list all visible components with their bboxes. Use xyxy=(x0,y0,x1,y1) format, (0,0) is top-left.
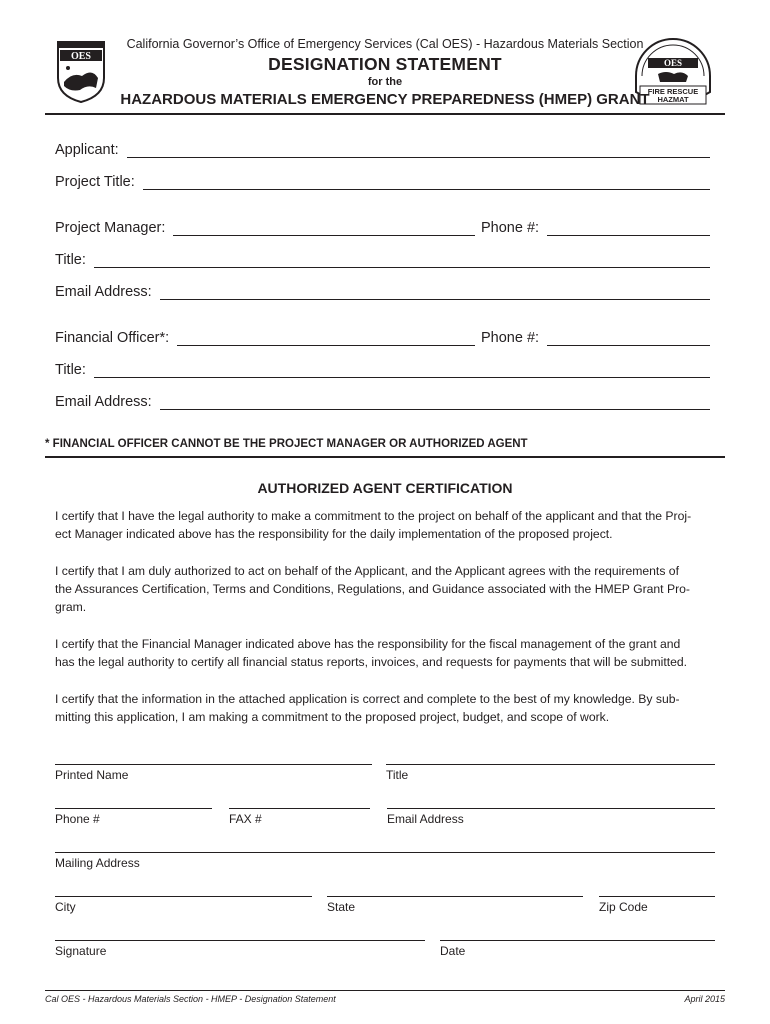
footer-divider xyxy=(45,990,725,991)
pm-title-label: Title: xyxy=(55,252,86,268)
certification-paragraph-2 xyxy=(55,562,715,616)
fo-phone-input-line[interactable] xyxy=(547,331,710,346)
mailing-address-label: Mailing Address xyxy=(55,856,140,870)
printed-name-label: Printed Name xyxy=(55,768,129,782)
certification-paragraph-1 xyxy=(55,507,715,543)
right-logo-top: OES xyxy=(663,58,683,68)
notice-divider xyxy=(45,456,725,458)
mailing-address-line[interactable] xyxy=(55,852,715,853)
project-manager-input-line[interactable] xyxy=(173,221,475,236)
date-line[interactable] xyxy=(440,940,715,941)
title-label: Title xyxy=(386,768,409,782)
p3-line-1: I certify that the Financial Manager indicated above has the responsibility for the fiscal management of the grant and xyxy=(55,637,681,651)
pm-phone-input-line[interactable] xyxy=(547,221,710,236)
title-for-the: for the xyxy=(367,76,403,88)
fax-label: FAX # xyxy=(229,812,262,826)
applicant-input-line[interactable] xyxy=(127,143,710,158)
right-logo-line1: FIRE RESCUE xyxy=(647,87,699,96)
pm-email-label: Email Address: xyxy=(55,284,152,300)
fo-title-input-line[interactable] xyxy=(94,363,710,378)
project-manager-label: Project Manager: xyxy=(55,220,166,236)
phone-label: Phone # xyxy=(55,812,100,826)
city-label: City xyxy=(55,900,76,914)
state-line[interactable] xyxy=(327,896,583,897)
financial-officer-input-line[interactable] xyxy=(177,331,475,346)
signature-label: Signature xyxy=(55,944,107,958)
pm-phone-label: Phone #: xyxy=(481,220,540,236)
footer-date: April 2015 xyxy=(684,994,725,1004)
printed-name-line[interactable] xyxy=(55,764,372,765)
p2-line-2: the Assurances Certification, Terms and Conditions, Regulations, and Guidance associated with the HMEP Grant Pro- xyxy=(55,582,690,596)
fo-email-field[interactable] xyxy=(55,390,710,410)
email-label: Email Address xyxy=(387,812,464,826)
fo-email-label: Email Address: xyxy=(55,394,152,410)
financial-officer-notice: * FINANCIAL OFFICER CANNOT BE THE PROJECT MANAGER OR AUTHORIZED AGENT xyxy=(45,438,528,450)
p4-line-2: mitting this application, I am making a commitment to the proposed project, budget, and scope of work. xyxy=(55,710,610,724)
zip-line[interactable] xyxy=(599,896,715,897)
p4-line-1: I certify that the information in the attached application is correct and complete to the best of my knowledge. By sub- xyxy=(55,692,680,706)
page-title: DESIGNATION STATEMENT xyxy=(268,54,502,74)
header-divider xyxy=(45,113,725,115)
certification-title: AUTHORIZED AGENT CERTIFICATION xyxy=(257,480,513,496)
p2-line-1: I certify that I am duly authorized to act on behalf of the Applicant, and the Applicant agrees with the requirements of xyxy=(55,564,679,578)
p1-line-1: I certify that I have the legal authority to make a commitment to the project on behalf of the applicant and that the Proj- xyxy=(55,509,692,523)
p1-line-2: ect Manager indicated above has the responsibility for the daily implementation of the proposed project. xyxy=(55,527,613,541)
footer-document-name: Cal OES - Hazardous Materials Section - HMEP - Designation Statement xyxy=(45,994,336,1004)
project-manager-field[interactable] xyxy=(55,216,475,236)
fo-title-label: Title: xyxy=(55,362,86,378)
date-label: Date xyxy=(440,944,466,958)
applicant-field[interactable] xyxy=(55,138,710,158)
applicant-label: Applicant: xyxy=(55,142,119,158)
zip-label: Zip Code xyxy=(599,900,648,914)
title-line[interactable] xyxy=(386,764,715,765)
pm-email-field[interactable] xyxy=(55,280,710,300)
city-line[interactable] xyxy=(55,896,312,897)
agency-line: California Governor’s Office of Emergency Services (Cal OES) - Hazardous Materials Section xyxy=(126,37,644,51)
pm-phone-field[interactable] xyxy=(481,216,710,236)
pm-title-field[interactable] xyxy=(55,248,710,268)
grant-title: HAZARDOUS MATERIALS EMERGENCY PREPAREDNESS (HMEP) GRANT xyxy=(120,91,650,108)
certification-paragraph-3 xyxy=(55,635,715,671)
signature-line[interactable] xyxy=(55,940,425,941)
project-title-field[interactable] xyxy=(55,170,710,190)
left-logo-text: OES xyxy=(70,51,92,62)
fo-phone-field[interactable] xyxy=(481,326,710,346)
email-line[interactable] xyxy=(387,808,715,809)
fo-email-input-line[interactable] xyxy=(160,395,710,410)
p3-line-2: has the legal authority to certify all financial status reports, invoices, and requests for payments that will be submitted. xyxy=(55,655,688,669)
project-title-input-line[interactable] xyxy=(143,175,710,190)
financial-officer-field[interactable] xyxy=(55,326,475,346)
pm-email-input-line[interactable] xyxy=(160,285,710,300)
state-label: State xyxy=(327,900,356,914)
phone-line[interactable] xyxy=(55,808,212,809)
fo-title-field[interactable] xyxy=(55,358,710,378)
pm-title-input-line[interactable] xyxy=(94,253,710,268)
certification-paragraph-4 xyxy=(55,690,715,726)
project-title-label: Project Title: xyxy=(55,174,135,190)
p2-line-3: gram. xyxy=(55,600,87,614)
fax-line[interactable] xyxy=(229,808,370,809)
fo-phone-label: Phone #: xyxy=(481,330,540,346)
right-logo-line2: HAZMAT xyxy=(657,95,689,104)
financial-officer-label: Financial Officer*: xyxy=(55,330,170,346)
